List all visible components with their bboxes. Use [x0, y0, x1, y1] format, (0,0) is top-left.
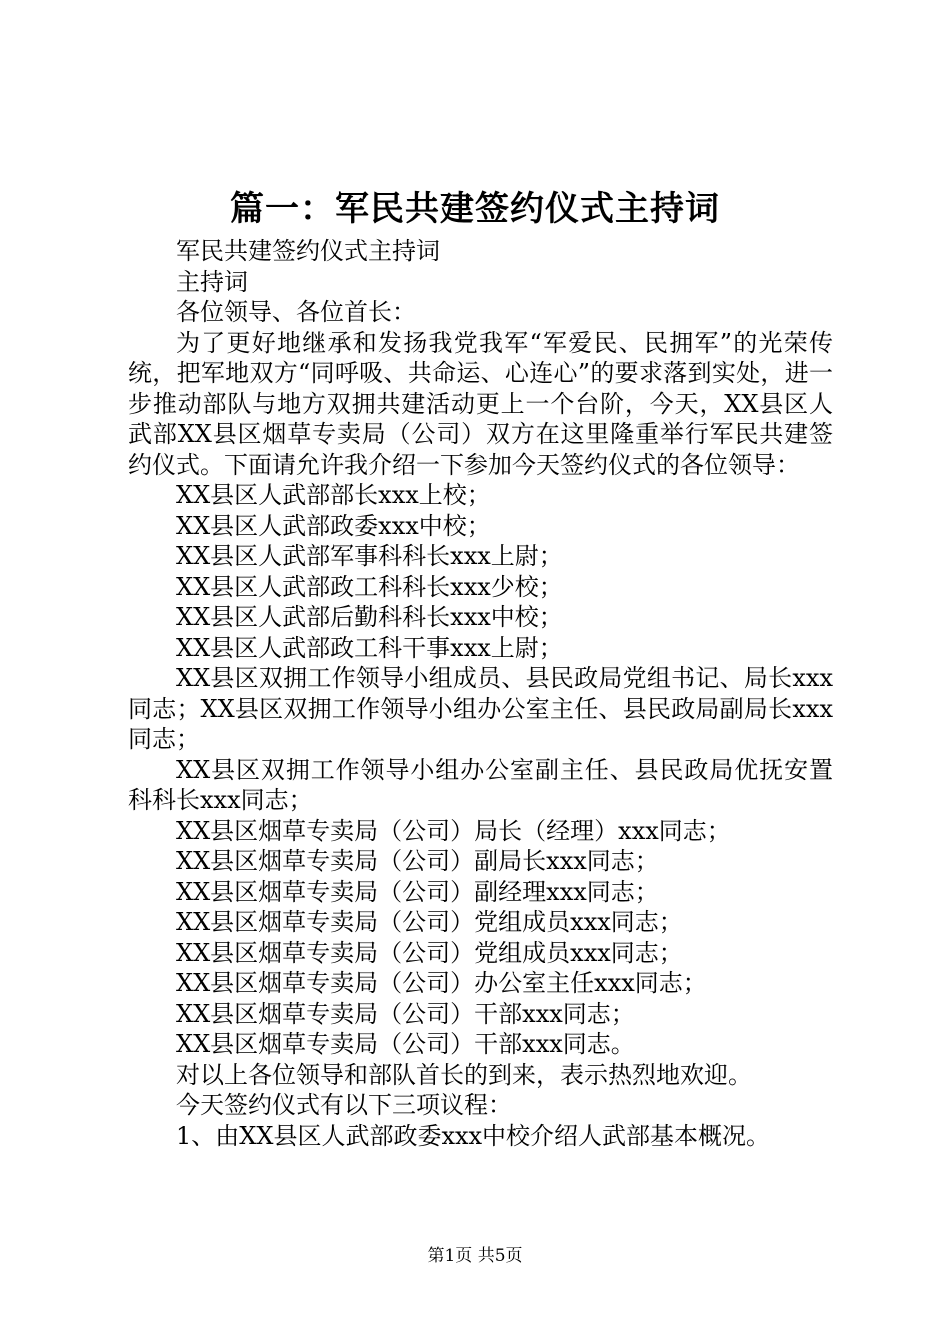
paragraph: XX县区烟草专卖局（公司）干部xxx同志。: [176, 1030, 635, 1058]
paragraph: XX县区烟草专卖局（公司）副经理xxx同志；: [176, 877, 659, 906]
paragraph: 各位领导、各位首长：: [176, 298, 416, 326]
paragraph: XX县区烟草专卖局（公司）党组成员xxx同志；: [176, 938, 683, 967]
page-footer: 第1页 共5页: [427, 1246, 523, 1266]
paragraph: XX县区烟草专卖局（公司）党组成员xxx同志；: [176, 908, 683, 936]
paragraph: XX县区人武部军事科科长xxx上尉；: [176, 542, 563, 570]
paragraph: XX县区烟草专卖局（公司）办公室主任xxx同志；: [176, 969, 707, 997]
document-body: [128, 236, 833, 1151]
paragraph: 今天签约仪式有以下三项议程：: [176, 1091, 512, 1119]
paragraph: XX县区人武部后勤科科长xxx中校；: [176, 603, 563, 631]
paragraph: XX县区人武部政委xxx中校；: [176, 511, 491, 540]
paragraph: 对以上各位领导和部队首长的到来，表示热烈地欢迎。: [176, 1060, 752, 1089]
paragraph: XX县区人武部部长xxx上校；: [176, 481, 491, 509]
document-title: 篇一：军民共建签约仪式主持词: [230, 189, 720, 229]
paragraph: XX县区烟草专卖局（公司）干部xxx同志；: [176, 999, 635, 1028]
paragraph: XX县区烟草专卖局（公司）局长（经理）xxx同志；: [176, 816, 731, 845]
paragraph: XX县区人武部政工科科长xxx少校；: [176, 572, 563, 601]
paragraph: XX县区人武部政工科干事xxx上尉；: [176, 633, 563, 662]
paragraph: XX县区双拥工作领导小组成员、县民政局党组书记、局长xxx同志；XX县区双拥工作领导小组办公室主任、县民政局副局长xxx同志；: [128, 664, 833, 753]
paragraph: 军民共建签约仪式主持词: [176, 237, 440, 265]
paragraph: 主持词: [176, 267, 248, 296]
paragraph: XX县区双拥工作领导小组办公室副主任、县民政局优抚安置科科长xxx同志；: [128, 755, 833, 814]
paragraph: 1、由XX县区人武部政委xxx中校介绍人武部基本概况。: [176, 1121, 771, 1150]
paragraph: 为了更好地继承和发扬我党我军“军爱民、民拥军”的光荣传统，把军地双方“同呼吸、共命运、心连心”的要求落到实处，进一步推动部队与地方双拥共建活动更上一个台阶，今天，XX县区人武部XX县区烟草专卖局（公司）双方在这里隆重举行军民共建签约仪式。下面请允许我介绍一下参加今天签约仪式的各位领导：: [128, 328, 833, 479]
paragraph: XX县区烟草专卖局（公司）副局长xxx同志；: [176, 847, 659, 875]
